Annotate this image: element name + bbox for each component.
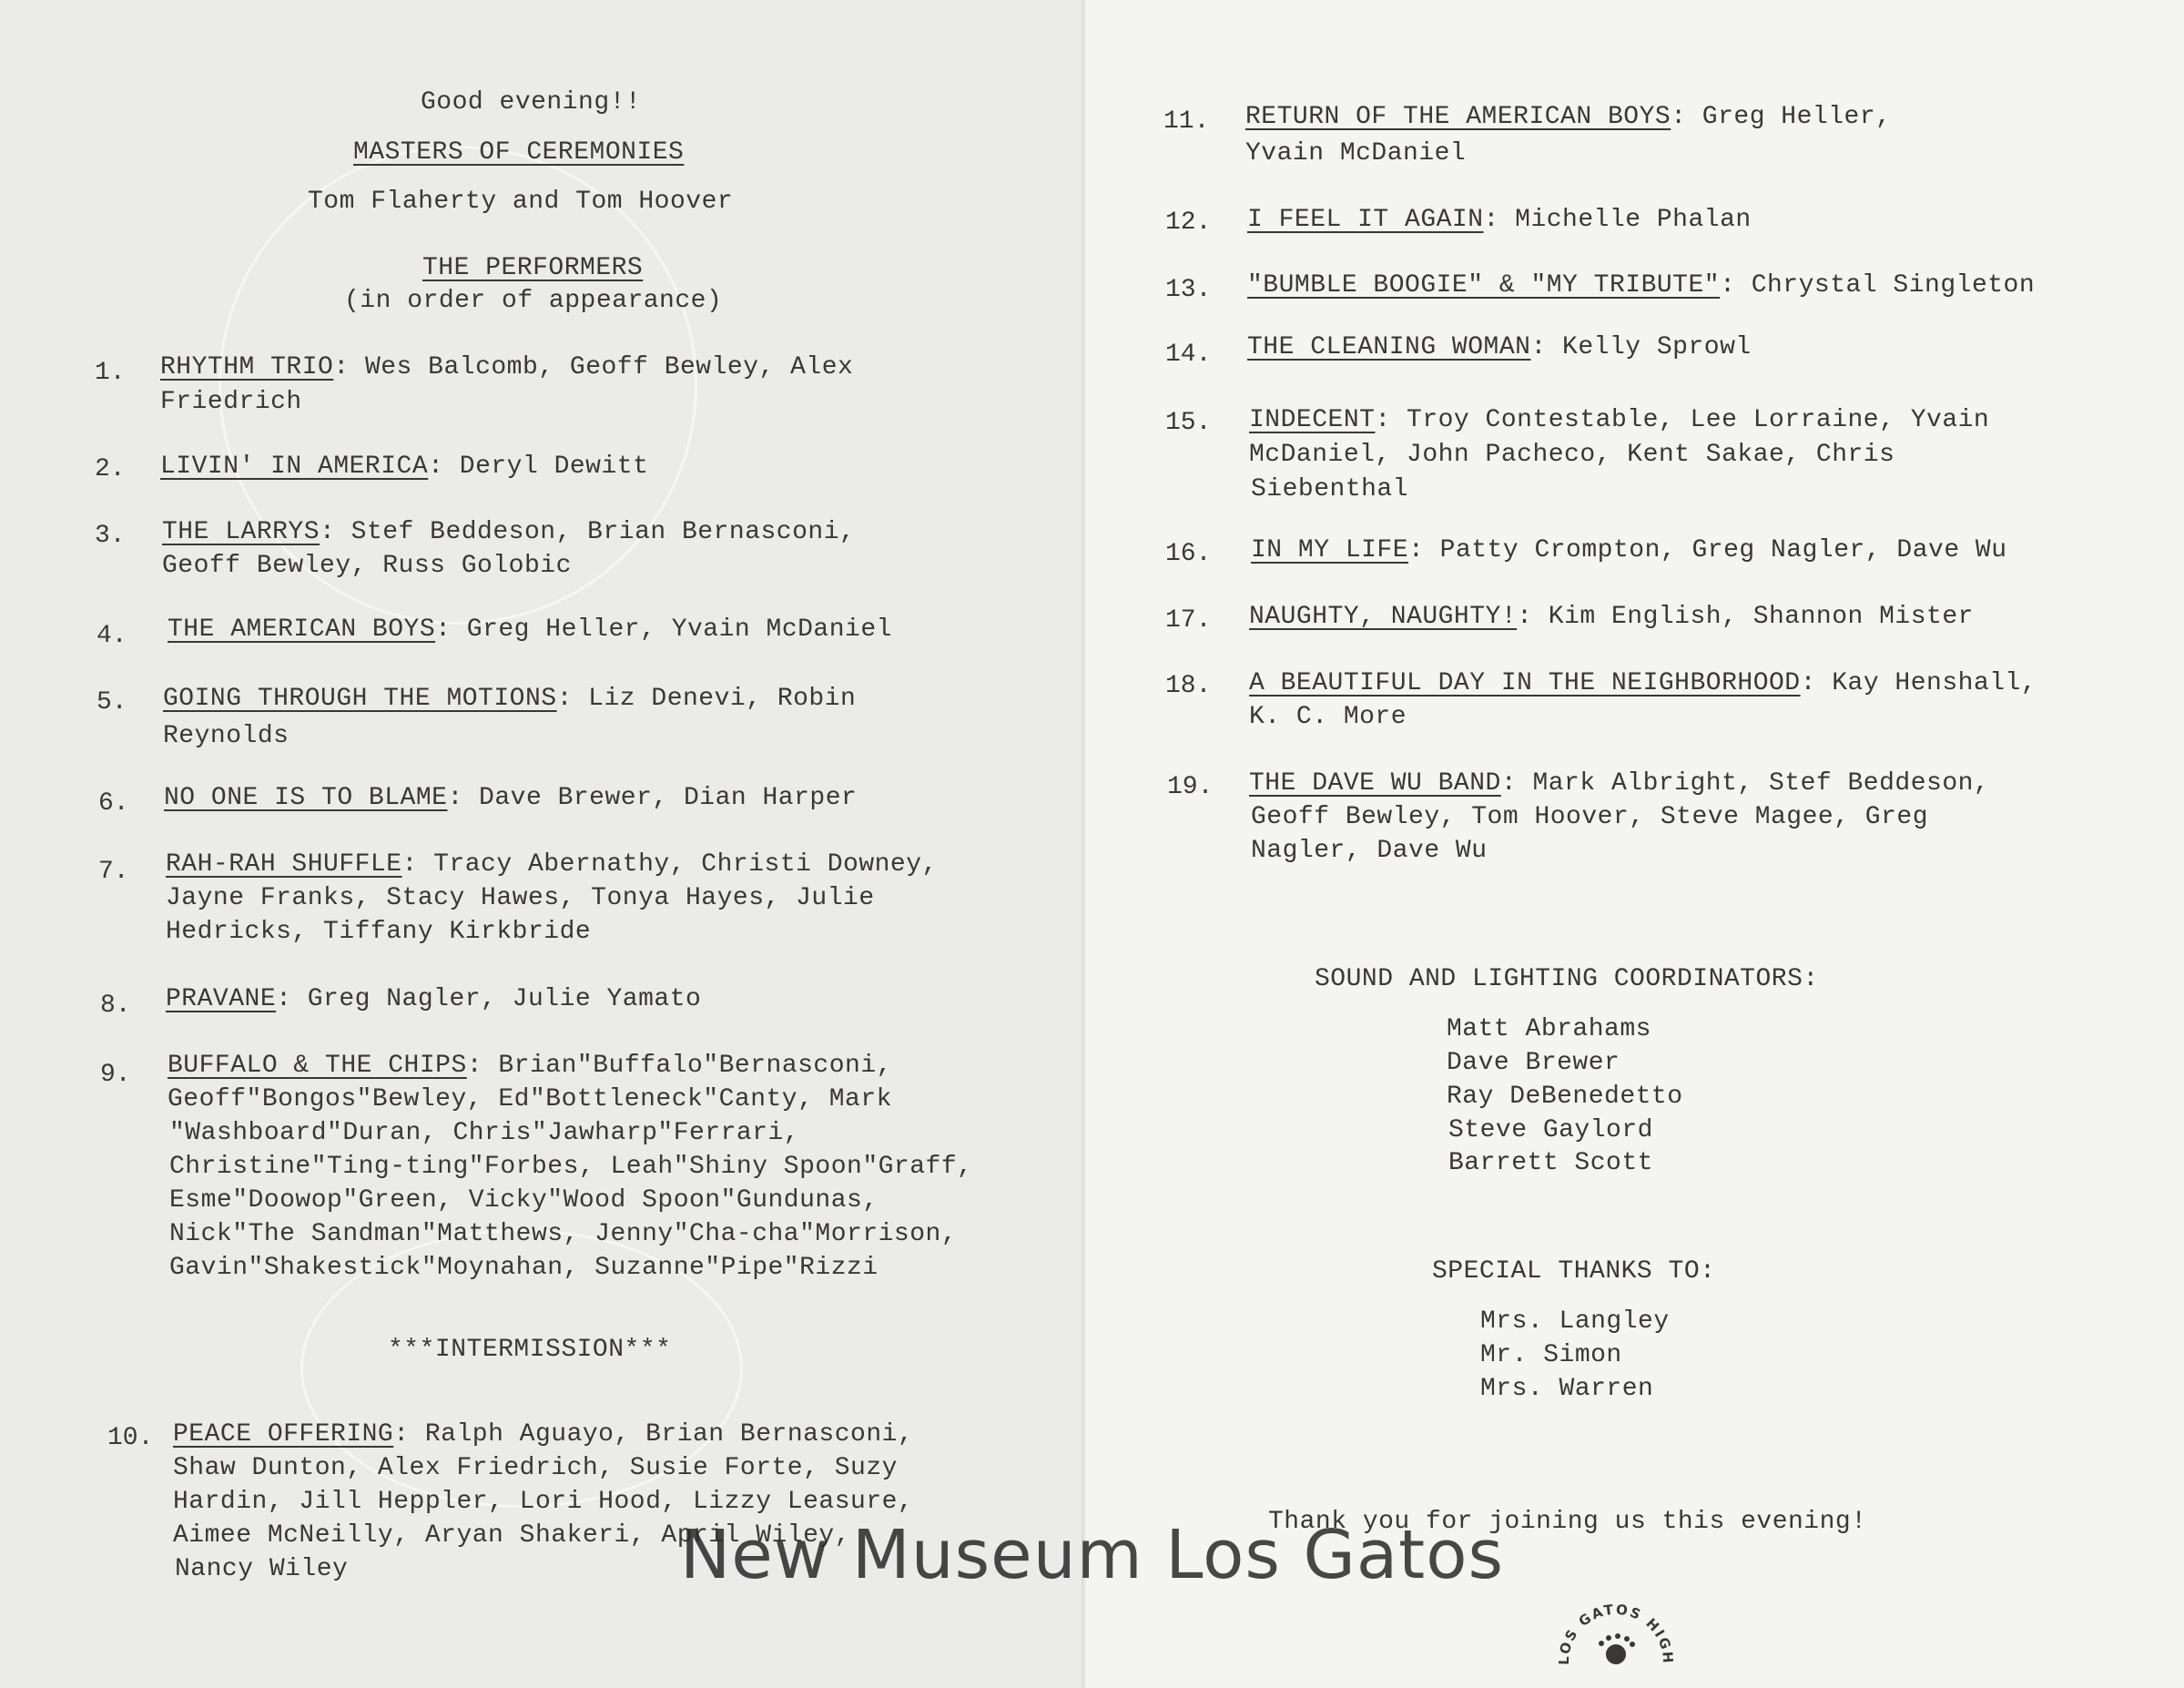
act-number: 12. bbox=[1165, 208, 1212, 237]
act-entry bbox=[1249, 600, 1974, 634]
act-number: 11. bbox=[1163, 107, 1210, 136]
act-number: 5. bbox=[97, 688, 127, 717]
act-performers-cont: Gavin"Shakestick"Moynahan, Suzanne"Pipe"Rizzi bbox=[169, 1254, 879, 1282]
act-performers-cont: Christine"Ting-ting"Forbes, Leah"Shiny Spoon"Graff, bbox=[169, 1153, 973, 1181]
act-title: GOING THROUGH THE MOTIONS bbox=[163, 685, 557, 713]
act-performers-cont: K. C. More bbox=[1249, 703, 1407, 731]
act-entry bbox=[162, 515, 855, 549]
act-performers: : Ralph Aguayo, Brian Bernasconi, bbox=[393, 1420, 914, 1449]
act-number: 6. bbox=[98, 789, 129, 818]
act-number: 17. bbox=[1165, 606, 1212, 635]
thanks-name: Mrs. Langley bbox=[1480, 1307, 1670, 1336]
credit-name: Barrett Scott bbox=[1448, 1149, 1653, 1177]
act-entry bbox=[1247, 269, 2035, 302]
act-title: LIVIN' IN AMERICA bbox=[160, 453, 429, 481]
act-entry bbox=[168, 1049, 892, 1083]
act-performers-cont: Hedricks, Tiffany Kirkbride bbox=[166, 918, 592, 946]
act-entry bbox=[1249, 767, 1989, 800]
credit-name: Matt Abrahams bbox=[1447, 1015, 1651, 1043]
act-performers: : Stef Beddeson, Brian Bernasconi, bbox=[320, 518, 856, 546]
act-performers: : Liz Denevi, Robin bbox=[556, 685, 857, 713]
act-entry bbox=[160, 450, 648, 483]
act-title: THE AMERICAN BOYS bbox=[168, 615, 436, 644]
act-performers: : Chrystal Singleton bbox=[1720, 271, 2036, 300]
act-title: BUFFALO & THE CHIPS bbox=[168, 1052, 467, 1080]
act-title: RAH-RAH SHUFFLE bbox=[166, 850, 402, 879]
act-performers: : Brian"Buffalo"Bernasconi, bbox=[466, 1052, 892, 1080]
act-entry bbox=[163, 682, 856, 716]
thanks-name: Mr. Simon bbox=[1480, 1341, 1622, 1369]
act-performers-cont: McDaniel, John Pacheco, Kent Sakae, Chris bbox=[1249, 441, 1895, 469]
act-number: 15. bbox=[1165, 409, 1212, 437]
act-title: THE DAVE WU BAND bbox=[1249, 769, 1501, 798]
act-number: 13. bbox=[1165, 276, 1212, 304]
act-performers: : Patty Crompton, Greg Nagler, Dave Wu bbox=[1408, 536, 2007, 564]
act-title: INDECENT bbox=[1249, 406, 1376, 434]
act-number: 9. bbox=[100, 1061, 131, 1089]
act-entry bbox=[173, 1418, 913, 1451]
act-performers-cont: Shaw Dunton, Alex Friedrich, Susie Forte, Suzy bbox=[173, 1454, 898, 1482]
act-entry bbox=[1247, 330, 1752, 364]
act-title: NO ONE IS TO BLAME bbox=[164, 784, 448, 812]
closing-line: Thank you for joining us this evening! bbox=[1268, 1508, 1867, 1536]
act-number: 18. bbox=[1165, 672, 1212, 700]
act-performers-cont: Yvain McDaniel bbox=[1245, 139, 1467, 168]
credit-name: Ray DeBenedetto bbox=[1447, 1083, 1683, 1111]
act-title: THE CLEANING WOMAN bbox=[1247, 333, 1531, 361]
act-performers-cont: Nagler, Dave Wu bbox=[1251, 837, 1488, 865]
act-entry bbox=[166, 982, 701, 1016]
act-performers-cont: Nancy Wiley bbox=[175, 1555, 349, 1583]
act-entry bbox=[1245, 100, 1891, 134]
act-title: RETURN OF THE AMERICAN BOYS bbox=[1245, 103, 1671, 131]
act-performers: : Greg Heller, Yvain McDaniel bbox=[435, 615, 892, 644]
act-title: PRAVANE bbox=[166, 985, 277, 1013]
act-performers: : Dave Brewer, Dian Harper bbox=[447, 784, 858, 812]
act-title: A BEAUTIFUL DAY IN THE NEIGHBORHOOD bbox=[1249, 669, 1801, 697]
mc-names: Tom Flaherty and Tom Hoover bbox=[308, 188, 734, 216]
act-performers-cont: Esme"Doowop"Green, Vicky"Wood Spoon"Gundunas, bbox=[169, 1186, 879, 1215]
act-title: IN MY LIFE bbox=[1251, 536, 1409, 564]
thanks-name: Mrs. Warren bbox=[1480, 1375, 1654, 1403]
act-performers: : Greg Heller, bbox=[1671, 103, 1892, 131]
performers-subheading: (in order of appearance) bbox=[344, 287, 723, 315]
act-performers: : Kim English, Shannon Mister bbox=[1517, 603, 1974, 631]
special-thanks-heading: SPECIAL THANKS TO: bbox=[1432, 1257, 1716, 1286]
act-number: 2. bbox=[95, 455, 126, 483]
act-entry bbox=[1249, 403, 1989, 437]
act-performers-cont: "Washboard"Duran, Chris"Jawharp"Ferrari, bbox=[169, 1119, 800, 1147]
intermission-label: ***INTERMISSION*** bbox=[388, 1336, 672, 1364]
act-number: 10. bbox=[107, 1424, 154, 1452]
school-logo-icon bbox=[1552, 1598, 1680, 1675]
credit-name: Dave Brewer bbox=[1447, 1049, 1620, 1077]
act-number: 7. bbox=[98, 858, 129, 886]
act-performers-cont: Siebenthal bbox=[1251, 475, 1409, 503]
act-performers: : Greg Nagler, Julie Yamato bbox=[276, 985, 702, 1013]
act-performers-cont: Reynolds bbox=[163, 722, 290, 750]
page-fold bbox=[1082, 0, 1087, 1688]
act-performers: : Troy Contestable, Lee Lorraine, Yvain bbox=[1375, 406, 1990, 434]
act-performers-cont: Friedrich bbox=[160, 388, 302, 416]
act-performers: : Deryl Dewitt bbox=[428, 453, 649, 481]
act-title: NAUGHTY, NAUGHTY! bbox=[1249, 603, 1518, 631]
act-number: 14. bbox=[1165, 341, 1212, 369]
act-entry bbox=[1251, 534, 2007, 567]
act-entry bbox=[164, 781, 857, 815]
act-title: THE LARRYS bbox=[162, 518, 320, 546]
act-title: PEACE OFFERING bbox=[173, 1420, 394, 1449]
act-number: 16. bbox=[1165, 540, 1212, 568]
mc-heading: MASTERS OF CEREMONIES bbox=[353, 138, 685, 167]
act-entry bbox=[160, 351, 853, 384]
act-title: "BUMBLE BOOGIE" & "MY TRIBUTE" bbox=[1247, 271, 1721, 300]
act-performers-cont: Aimee McNeilly, Aryan Shakeri, April Wiley, bbox=[173, 1521, 851, 1550]
act-entry bbox=[168, 613, 892, 646]
act-number: 19. bbox=[1167, 773, 1214, 801]
sound-lighting-heading: SOUND AND LIGHTING COORDINATORS: bbox=[1315, 965, 1819, 993]
act-performers: : Michelle Phalan bbox=[1483, 206, 1752, 234]
performers-heading: THE PERFORMERS bbox=[422, 254, 644, 282]
act-performers-cont: Jayne Franks, Stacy Hawes, Tonya Hayes, Julie bbox=[166, 884, 875, 912]
act-title: I FEEL IT AGAIN bbox=[1247, 206, 1484, 234]
act-entry bbox=[1247, 203, 1752, 237]
act-title: RHYTHM TRIO bbox=[160, 353, 334, 381]
act-performers: : Wes Balcomb, Geoff Bewley, Alex bbox=[333, 353, 854, 381]
act-entry bbox=[166, 848, 938, 881]
credit-name: Steve Gaylord bbox=[1448, 1116, 1653, 1144]
act-entry bbox=[1249, 666, 2037, 700]
act-performers: : Kelly Sprowl bbox=[1530, 333, 1752, 361]
act-performers: : Kay Henshall, bbox=[1800, 669, 2037, 697]
act-number: 4. bbox=[97, 622, 127, 650]
act-performers: : Mark Albright, Stef Beddeson, bbox=[1500, 769, 1990, 798]
act-performers-cont: Hardin, Jill Heppler, Lori Hood, Lizzy Leasure, bbox=[173, 1488, 914, 1516]
act-performers-cont: Geoff Bewley, Russ Golobic bbox=[162, 552, 572, 580]
act-number: 1. bbox=[95, 359, 126, 387]
act-number: 8. bbox=[100, 991, 131, 1020]
logo-text: LOS GATOS HIGH bbox=[1555, 1601, 1677, 1666]
act-performers-cont: Geoff"Bongos"Bewley, Ed"Bottleneck"Canty, Mark bbox=[168, 1085, 892, 1113]
act-performers: : Tracy Abernathy, Christi Downey, bbox=[401, 850, 938, 879]
act-performers-cont: Nick"The Sandman"Matthews, Jenny"Cha-cha"Morrison, bbox=[169, 1220, 958, 1248]
greeting: Good evening!! bbox=[421, 88, 642, 117]
act-number: 3. bbox=[95, 522, 126, 550]
watermark: New Museum Los Gatos bbox=[679, 1516, 1505, 1594]
act-performers-cont: Geoff Bewley, Tom Hoover, Steve Magee, Greg bbox=[1251, 803, 1929, 831]
